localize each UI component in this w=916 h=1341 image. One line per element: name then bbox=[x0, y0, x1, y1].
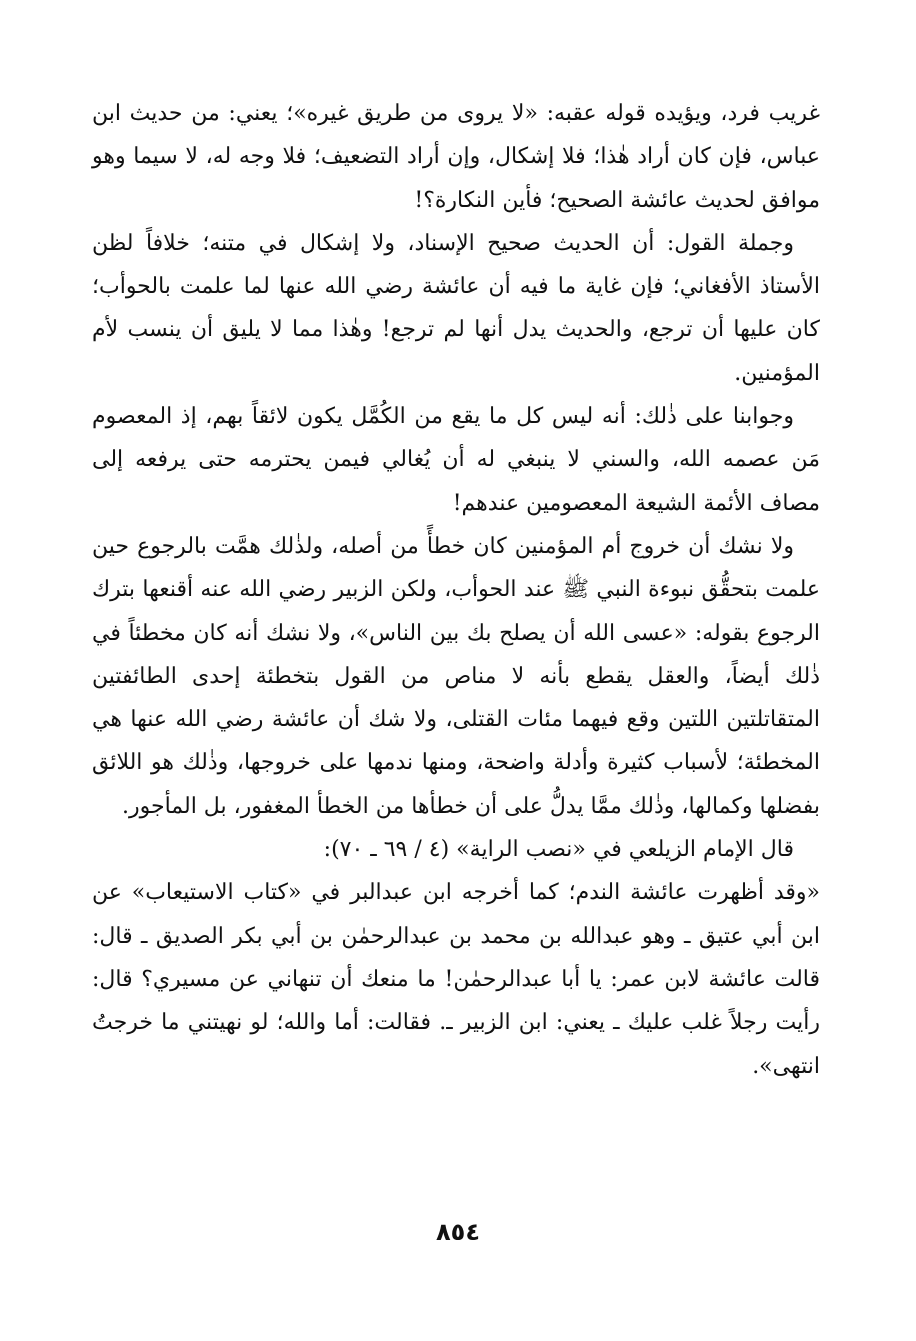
paragraph-3: وجوابنا على ذٰلك: أنه ليس كل ما يقع من الكُمَّل يكون لائقاً بهم، إذ المعصوم مَن عصمه الله، والسني لا ينبغي له أن يُغالي فيمن يحترمه حتى يرفعه إلى مصاف الأئمة الشيعة المعصومين عندهم! bbox=[92, 404, 820, 516]
paragraph-4: ولا نشك أن خروج أم المؤمنين كان خطأً من أصله، ولذٰلك همَّت بالرجوع حين علمت بتحقُّق نبوءة النبي ﷺ عند الحوأب، ولكن الزبير رضي الله عنه أقنعها بترك الرجوع بقوله: «عسى الله أن يصلح بك بين الناس»، ولا نشك أنه كان مخطئاً في ذٰلك أيضاً، والعقل يقطع بأنه لا مناص من القول بتخطئة إحدى الطائفتين المتقاتلتين اللتين وقع فيهما مئات القتلى، ولا شك أن عائشة رضي الله عنها هي المخطئة؛ لأسباب كثيرة وأدلة واضحة، ومنها ندمها على خروجها، وذٰلك هو اللائق بفضلها وكمالها، وذٰلك ممَّا يدلُّ على أن خطأها من الخطأ المغفور، بل المأجور. bbox=[92, 533, 821, 819]
paragraph-5-citation-heading: قال الإمام الزيلعي في «نصب الراية» (٤ / ٦٩ ـ ٧٠): bbox=[323, 837, 794, 863]
body-text bbox=[92, 92, 820, 1088]
paragraph-2: وجملة القول: أن الحديث صحيح الإسناد، ولا إشكال في متنه؛ خلافاً لظن الأستاذ الأفغاني؛ فإن غاية ما فيه أن عائشة رضي الله عنها لما علمت بالحوأب؛ كان عليها أن ترجع، والحديث يدل أنها لم ترجع! وهٰذا مما لا يليق أن ينسب لأم المؤمنين. bbox=[92, 230, 820, 386]
paragraph-6-quotation: «وقد أظهرت عائشة الندم؛ كما أخرجه ابن عبدالبر في «كتاب الاستيعاب» عن ابن أبي عتيق ـ وهو عبدالله بن محمد بن عبدالرحمٰن بن أبي بكر الصديق ـ قال: قالت عائشة لابن عمر: يا أبا عبدالرحمٰن! ما منعك أن تنهاني عن مسيري؟ قال: رأيت رجلاً غلب عليك ـ يعني: ابن الزبير ـ. فقالت: أما والله؛ لو نهيتني ما خرجتُ انتهى». bbox=[92, 880, 820, 1079]
page-number: ٨٥٤ bbox=[436, 1218, 480, 1246]
paragraph-1: غريب فرد، ويؤيده قوله عقبه: «لا يروى من طريق غيره»؛ يعني: من حديث ابن عباس، فإن كان أراد هٰذا؛ فلا إشكال، وإن أراد التضعيف؛ فلا وجه له، لا سيما وهو موافق لحديث عائشة الصحيح؛ فأين النكارة؟! bbox=[92, 101, 820, 213]
